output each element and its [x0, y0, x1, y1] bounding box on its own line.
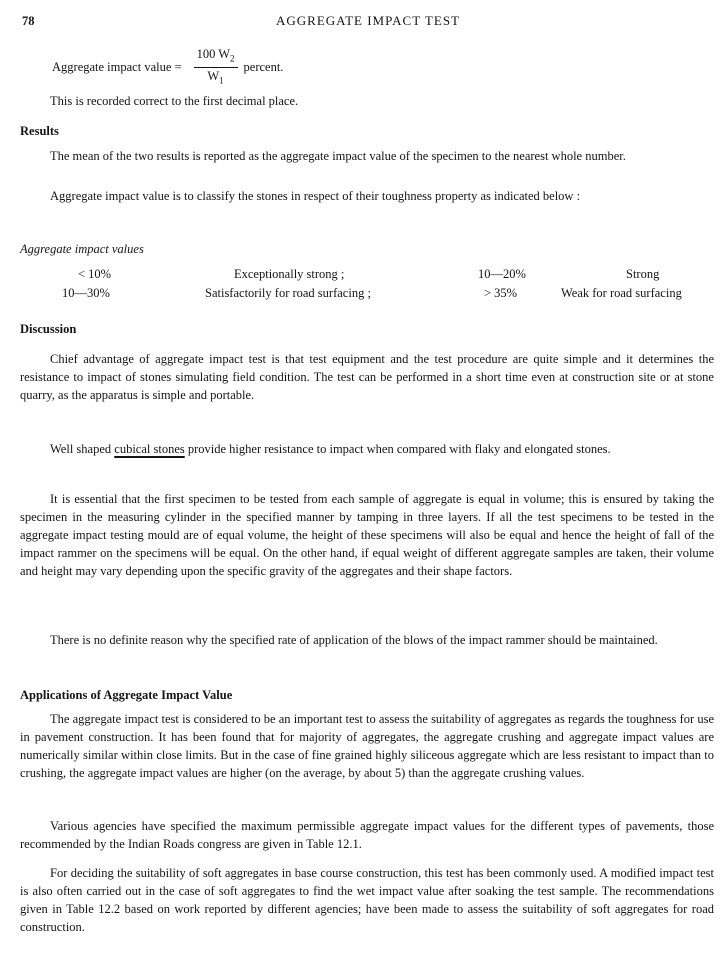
formula-fraction	[194, 46, 238, 88]
discussion-paragraph-3: It is essential that the first specimen to be tested from each sample of aggregate is equal in volume; this is ensured by taking the specimen in the measuring cylinder in the specified manner by tamping in three layers. If all the test specimens to be tested in the aggregate impact testing mould are of equal volume, the height of these specimens will also be equal and hence the height of fall of the impact rammer on the specimens will be equal. On the other hand, if equal weight of different aggregate samples are taken, their volume and height may vary depending upon the specific gravity of the aggregates and their shape factors.	[20, 492, 714, 578]
description-cell: Weak for road surfacing	[561, 286, 682, 300]
page-number: 78	[22, 14, 35, 28]
applications-paragraph-2: Various agencies have specified the maximum permissible aggregate impact values for the different types of pavements, those recommended by the Indian Roads congress are given in Table 12.1.	[20, 819, 714, 851]
discussion-paragraph-2: Well shaped cubical stones provide higher resistance to impact when compared with flaky and elongated stones.	[50, 442, 611, 456]
results-heading: Results	[20, 124, 59, 138]
discussion-paragraph-1: Chief advantage of aggregate impact test is that test equipment and the test procedure are quite simple and it determines the resistance to impact of stones simulating field condition. The test can be performed in a short time even at construction site or at stone quarry, as the apparatus is simple and portable.	[20, 352, 714, 402]
impact-values-label: Aggregate impact values	[20, 242, 144, 256]
formula-unit: percent.	[243, 60, 284, 74]
range-cell: 10—30%	[62, 286, 110, 300]
page-header	[22, 12, 714, 32]
results-paragraph-2: Aggregate impact value is to classify the stones in respect of their toughness property as indicated below :	[50, 189, 581, 203]
applications-paragraph-1: The aggregate impact test is considered to be an important test to assess the suitability of aggregates as regards the toughness for use in pavement construction. It has been found that for majority of aggregates, the aggregate crushing and aggregate impact values are numerically similar within close limits. But in the case of fine grained highly siliceous aggregate which are less resistant to impact than to crushing, the aggregate impact values are higher (on the average, by about 5) than the aggregate crushing values.	[20, 712, 714, 780]
range-cell: > 35%	[484, 286, 518, 300]
range-cell: 10—20%	[478, 267, 526, 281]
impact-value-formula	[52, 46, 283, 88]
discussion-heading: Discussion	[20, 322, 77, 336]
underlined-term: cubical stones	[114, 442, 185, 456]
impact-values-row	[0, 284, 728, 302]
discussion-paragraph-4: There is no definite reason why the specified rate of application of the blows of the impact rammer should be maintained.	[50, 633, 658, 647]
applications-paragraph-3: For deciding the suitability of soft aggregates in base course construction, this test has been commonly used. A modified impact test is also often carried out in the case of soft aggregates to find the wet impact value after soaking the test sample. The recommendations given in Table 12.2 based on work reported by different agencies; have been made to assess the suitability of soft aggregates for road construction.	[20, 866, 714, 934]
applications-heading: Applications of Aggregate Impact Value	[20, 688, 233, 702]
range-cell: < 10%	[78, 267, 112, 281]
impact-values-row	[0, 265, 728, 283]
description-cell: Exceptionally strong ;	[234, 267, 345, 281]
recorded-note: This is recorded correct to the first decimal place.	[50, 94, 299, 108]
formula-numerator: 100 $W_2$	[194, 46, 238, 68]
formula-denominator: $W_1$	[207, 68, 224, 85]
formula-label: Aggregate impact value =	[52, 60, 182, 74]
results-paragraph-1: The mean of the two results is reported as the aggregate impact value of the specimen to the nearest whole number.	[50, 149, 626, 163]
running-title: AGGREGATE IMPACT TEST	[275, 13, 460, 28]
description-cell: Strong	[626, 267, 660, 281]
description-cell: Satisfactorily for road surfacing ;	[205, 286, 371, 300]
